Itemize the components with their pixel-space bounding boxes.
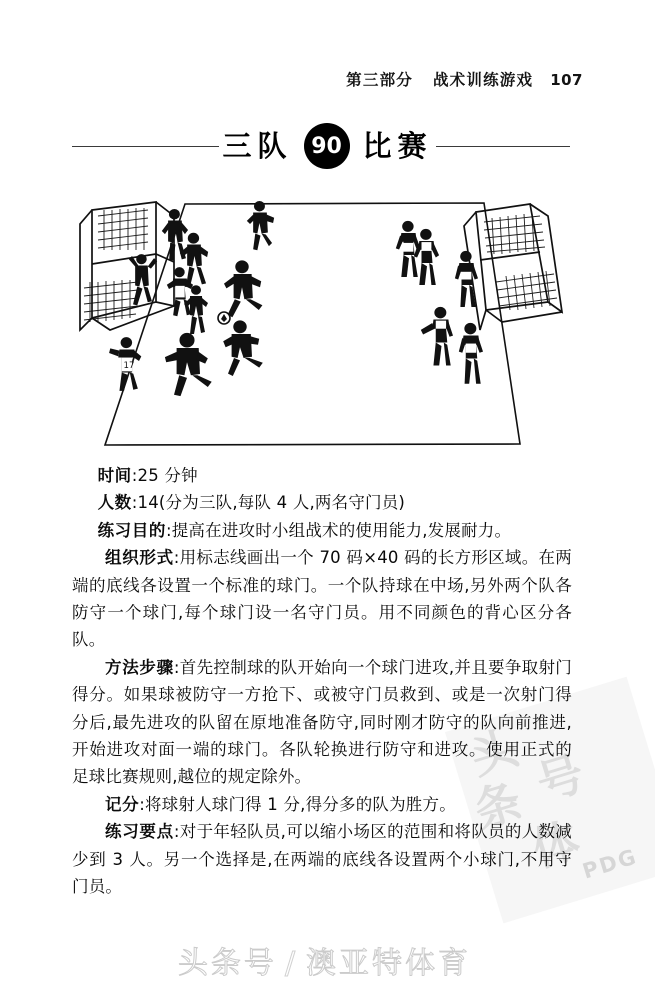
- value-setup: :用标志线画出一个 70 码×40 码的长方形区域。在两端的底线各设置一个标准的球门。一个队持球在中场,另外两个队各防守一个球门,每个球门设一名守门员。用不同颜色的背心区分各队。: [72, 548, 572, 650]
- value-purpose: :提高在进攻时小组战术的使用能力,发展耐力。: [165, 520, 512, 540]
- value-people: :14(分为三队,每队 4 人,两名守门员): [131, 493, 406, 513]
- pdg-glyph: 体: [525, 812, 586, 878]
- label-steps: 方法步骤: [105, 657, 174, 677]
- label-tips: 练习要点: [105, 822, 174, 842]
- drill-body: [72, 462, 572, 901]
- chapter-title: [0, 118, 655, 174]
- paragraph-time: [72, 462, 572, 489]
- header-part-label: 第三部分: [346, 71, 413, 89]
- label-scoring: 记分: [105, 794, 140, 814]
- title-word-right: 比赛: [360, 132, 436, 161]
- player-figure: [421, 307, 453, 366]
- soccer-ball: [218, 312, 230, 324]
- paragraph-steps: [72, 654, 572, 791]
- player-figure: [180, 233, 208, 286]
- footer-watermark-left: 头条号: [177, 946, 277, 981]
- title-word-left: 三队: [219, 132, 295, 161]
- label-people: 人数: [97, 493, 132, 513]
- goal-left-net: [84, 208, 148, 322]
- label-purpose: 练习目的: [97, 520, 166, 540]
- player-figure: [224, 260, 262, 317]
- player-figure: [223, 320, 263, 376]
- pdg-glyph: 条: [467, 773, 528, 839]
- paragraph-scoring: [72, 791, 572, 818]
- running-header: [346, 68, 583, 90]
- paragraph-tips: [72, 818, 572, 900]
- drill-number-badge: 90: [304, 123, 350, 169]
- footer-watermark: [0, 938, 655, 982]
- player-figure: [129, 254, 157, 305]
- chapter-title-band: [0, 118, 655, 174]
- pitch-outline: [105, 203, 520, 445]
- player-figure: [165, 333, 212, 396]
- player-figure: [109, 337, 141, 391]
- paragraph-purpose: [72, 517, 572, 544]
- player-figure: [247, 201, 274, 250]
- header-section-label: 战术训练游戏: [432, 71, 534, 89]
- paragraph-setup: [72, 544, 572, 654]
- page-number: 107: [550, 71, 583, 89]
- goal-right: [464, 204, 562, 330]
- pdg-glyph: 头: [464, 720, 524, 786]
- paragraph-people: [72, 489, 572, 516]
- label-setup: 组织形式: [105, 548, 174, 568]
- value-steps: :首先控制球的队开始向一个球门进攻,并且要争取射门得分。如果球被防守一方抢下、或被守门员救到、或是一次射门得分后,最先进攻的队留在原地准备防守,同时刚才防守的队向前推进,开始进攻对面一端的球门。各队轮换进行防守和进攻。使用正式的足球比赛规则,越位的规定除外。: [72, 657, 572, 787]
- value-time: :25 分钟: [131, 466, 198, 485]
- pdg-glyph: 号: [530, 745, 591, 811]
- footer-watermark-right: 澳亚特体育: [306, 946, 472, 981]
- player-figure: [459, 323, 483, 384]
- player-group-right: [396, 221, 483, 384]
- footer-watermark-slash: /: [284, 946, 299, 981]
- pitch-illustration: [78, 190, 578, 460]
- pdg-watermark-text: PDG: [579, 844, 641, 884]
- value-tips: :对于年轻队员,可以缩小场区的范围和将队员的人数减少到 3 人。另一个选择是,在两端的底线各设置两个小球门,不用守门员。: [72, 822, 572, 897]
- svg-text:17: 17: [123, 360, 135, 371]
- label-time: 时间: [97, 466, 132, 485]
- value-scoring: :将球射人球门得 1 分,得分多的队为胜方。: [139, 794, 456, 814]
